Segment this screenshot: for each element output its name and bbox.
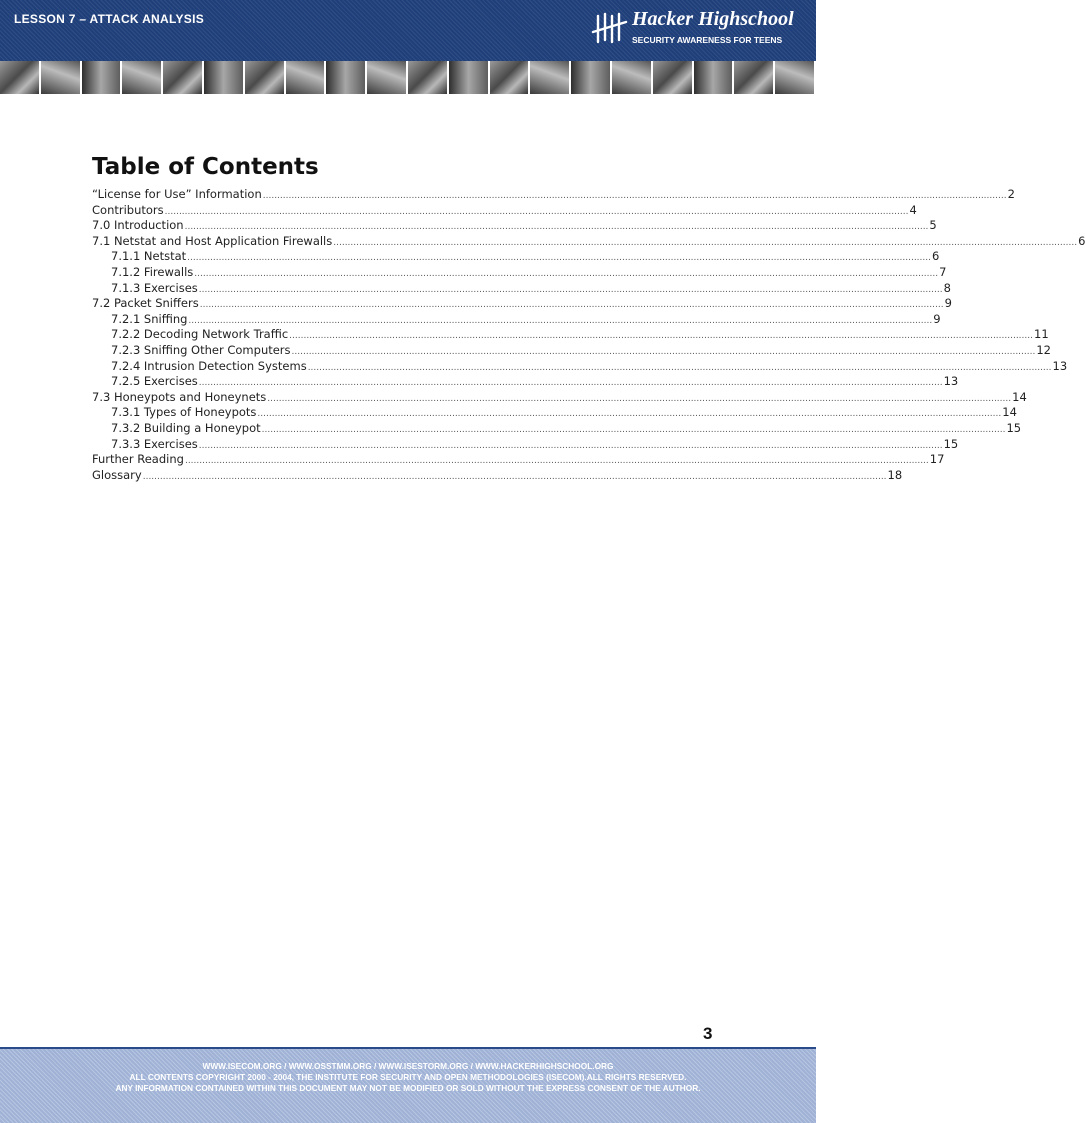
toc-entry[interactable] — [92, 374, 959, 390]
photo-strip — [0, 61, 816, 94]
toc-entry[interactable] — [92, 264, 947, 281]
toc-entry[interactable] — [92, 249, 940, 265]
toc-entry-page: 7 — [939, 264, 947, 279]
toc-entry-page: 6 — [932, 249, 940, 264]
toc-entry-label: 7.2.1 Sniffing — [111, 311, 188, 326]
toc-entry[interactable] — [92, 327, 1049, 343]
toc-entry-label: 7.1.3 Exercises — [111, 280, 198, 295]
toc-entry-page: 15 — [943, 436, 959, 451]
dot-leader: .................................................................................................................................................................................................................................................................... — [198, 440, 943, 451]
toc-entry[interactable] — [92, 187, 1015, 203]
toc-entry[interactable] — [92, 311, 941, 328]
toc-entry-page: 15 — [1006, 420, 1022, 435]
dot-leader: .................................................................................................................................................................................................................................................................... — [187, 253, 931, 264]
toc-entry-page: 11 — [1034, 327, 1049, 342]
toc-entry-label: Contributors — [92, 202, 164, 217]
lesson-title: LESSON 7 – ATTACK ANALYSIS — [14, 12, 205, 26]
toc-entry-label: 7.1.1 Netstat — [111, 249, 187, 264]
toc-entry-page: 17 — [929, 452, 945, 467]
toc-title: Table of Contents — [92, 154, 319, 180]
dot-leader: .................................................................................................................................................................................................................................................................... — [262, 191, 1007, 201]
toc-entry-label: 7.1 Netstat and Host Application Firewalls — [92, 233, 333, 248]
dot-leader: .................................................................................................................................................................................................................................................................... — [199, 300, 944, 311]
photo-thumbnail — [490, 61, 529, 94]
photo-thumbnail — [734, 61, 773, 94]
toc-entry-label: “License for Use” Information — [92, 187, 262, 201]
dot-leader: .................................................................................................................................................................................................................................................................... — [194, 268, 939, 279]
toc-entry[interactable] — [92, 218, 937, 234]
toc-entry[interactable] — [92, 358, 1068, 375]
photo-thumbnail — [367, 61, 406, 94]
photo-thumbnail — [245, 61, 284, 94]
dot-leader: .................................................................................................................................................................................................................................................................... — [198, 284, 943, 295]
toc-entry-page: 9 — [944, 296, 952, 311]
photo-thumbnail — [653, 61, 692, 94]
toc-entry-label: 7.2.2 Decoding Network Traffic — [111, 327, 289, 342]
toc-entry-label: 7.0 Introduction — [92, 218, 184, 233]
toc-entry-page: 4 — [909, 202, 917, 217]
photo-thumbnail — [775, 61, 814, 94]
toc-entry[interactable] — [92, 389, 1027, 406]
dot-leader: .................................................................................................................................................................................................................................................................... — [289, 331, 1033, 342]
dot-leader: .................................................................................................................................................................................................................................................................... — [333, 237, 1078, 248]
brand-tagline: SECURITY AWARENESS FOR TEENS — [632, 35, 783, 45]
page-footer — [0, 1049, 816, 1123]
toc-entry-label: 7.2.3 Sniffing Other Computers — [111, 342, 291, 357]
toc-entry[interactable] — [92, 452, 945, 468]
toc-entry-page: 13 — [943, 374, 959, 389]
toc-entry-label: 7.2.4 Intrusion Detection Systems — [111, 358, 307, 373]
photo-thumbnail — [326, 61, 365, 94]
toc-entry-page: 5 — [929, 218, 937, 233]
toc-entry[interactable] — [92, 202, 917, 219]
photo-thumbnail — [612, 61, 651, 94]
hacker-highschool-logo — [590, 8, 810, 52]
photo-thumbnail — [408, 61, 447, 94]
toc-entry-page: 2 — [1007, 187, 1015, 201]
toc-entry[interactable] — [92, 296, 952, 312]
toc-entry[interactable] — [92, 405, 1017, 421]
photo-thumbnail — [204, 61, 243, 94]
dot-leader: .................................................................................................................................................................................................................................................................... — [291, 346, 1036, 357]
toc-entry[interactable] — [92, 280, 951, 297]
brand-name: Hacker Highschool — [632, 8, 794, 30]
photo-thumbnail — [82, 61, 121, 94]
photo-thumbnail — [449, 61, 488, 94]
page-number: 3 — [703, 1024, 713, 1043]
toc-entry-page: 12 — [1036, 342, 1051, 357]
dot-leader: .................................................................................................................................................................................................................................................................... — [198, 378, 943, 389]
toc-entry-label: 7.3 Honeypots and Honeynets — [92, 389, 267, 404]
footer-copyright: ALL CONTENTS COPYRIGHT 2000 - 2004, THE INSTITUTE FOR SECURITY AND OPEN METHODOLOGIES (ISECOM).ALL RIGHTS RESERVED. — [129, 1072, 687, 1082]
toc-entry-page: 13 — [1052, 358, 1068, 373]
toc-entry-page: 18 — [887, 467, 903, 482]
dot-leader: .................................................................................................................................................................................................................................................................... — [188, 315, 933, 326]
toc-entry[interactable] — [92, 420, 1022, 437]
photo-thumbnail — [0, 61, 39, 94]
photo-thumbnail — [286, 61, 325, 94]
photo-thumbnail — [41, 61, 80, 94]
dot-leader: .................................................................................................................................................................................................................................................................... — [257, 409, 1002, 420]
toc-entry-page: 8 — [943, 280, 951, 295]
toc-entry-label: Glossary — [92, 467, 142, 482]
photo-thumbnail — [571, 61, 610, 94]
photo-thumbnail — [530, 61, 569, 94]
toc-entry[interactable] — [92, 233, 1085, 250]
toc-entry-page: 9 — [933, 311, 941, 326]
dot-leader: .................................................................................................................................................................................................................................................................... — [267, 393, 1012, 404]
table-of-contents — [92, 187, 1085, 483]
toc-entry-page: 14 — [1002, 405, 1017, 420]
photo-thumbnail — [694, 61, 733, 94]
toc-entry-label: 7.1.2 Firewalls — [111, 264, 194, 279]
page-header — [0, 0, 816, 61]
toc-entry-label: 7.2.5 Exercises — [111, 374, 198, 389]
toc-entry-label: Further Reading — [92, 452, 184, 467]
toc-entry-label: 7.2 Packet Sniffers — [92, 296, 199, 311]
toc-entry-page: 6 — [1078, 233, 1085, 248]
footer-notice: ANY INFORMATION CONTAINED WITHIN THIS DOCUMENT MAY NOT BE MODIFIED OR SOLD WITHOUT THE EXPRESS CONSENT OF THE AUTHOR. — [115, 1083, 701, 1093]
toc-entry-label: 7.3.1 Types of Honeypots — [111, 405, 257, 420]
dot-leader: .................................................................................................................................................................................................................................................................... — [184, 456, 929, 467]
toc-entry-label: 7.3.2 Building a Honeypot — [111, 420, 261, 435]
dot-leader: .................................................................................................................................................................................................................................................................... — [261, 424, 1006, 435]
toc-entry[interactable] — [92, 436, 959, 453]
photo-thumbnail — [163, 61, 202, 94]
toc-entry[interactable] — [92, 342, 1051, 359]
dot-leader: .................................................................................................................................................................................................................................................................... — [164, 206, 909, 217]
toc-entry[interactable] — [92, 467, 903, 484]
photo-thumbnail — [122, 61, 161, 94]
tally-marks-icon — [590, 8, 630, 48]
dot-leader: .................................................................................................................................................................................................................................................................... — [307, 362, 1052, 373]
dot-leader: .................................................................................................................................................................................................................................................................... — [142, 471, 887, 482]
dot-leader: .................................................................................................................................................................................................................................................................... — [184, 222, 929, 233]
toc-entry-page: 14 — [1012, 389, 1027, 404]
footer-websites: WWW.ISECOM.ORG / WWW.OSSTMM.ORG / WWW.ISESTORM.ORG / WWW.HACKERHIGHSCHOOL.ORG — [202, 1061, 614, 1071]
toc-entry-label: 7.3.3 Exercises — [111, 436, 198, 451]
